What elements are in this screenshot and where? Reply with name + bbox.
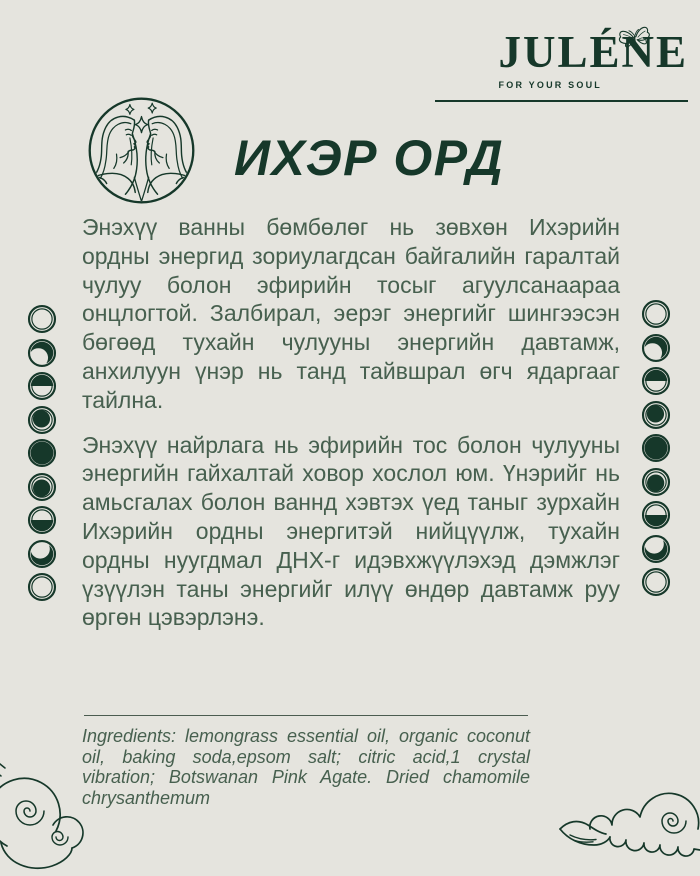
- description-text: [82, 213, 620, 632]
- new-moon-icon: [640, 566, 672, 598]
- ingredients-divider: [84, 715, 528, 716]
- new-moon-icon: [26, 303, 58, 335]
- waning-gibbous-icon: [26, 471, 58, 503]
- gemini-twins-icon: [79, 88, 204, 213]
- first-quarter-icon: [26, 370, 58, 402]
- new-moon-icon: [640, 298, 672, 330]
- waxing-gibbous-icon: [26, 404, 58, 436]
- waning-crescent-icon: [26, 538, 58, 570]
- new-moon-icon: [26, 571, 58, 603]
- last-quarter-icon: [640, 499, 672, 531]
- waning-crescent-icon: [640, 533, 672, 565]
- waxing-crescent-icon: [640, 332, 672, 364]
- waning-gibbous-icon: [640, 466, 672, 498]
- cloud-ornament-icon: [556, 777, 700, 876]
- full-moon-icon: [26, 437, 58, 469]
- description-paragraph-2: Энэхүү найрлага нь эфирийн тос болон чулууны энергийн гайхалтай ховор хослол юм. Үнэрийг нь амьсгалах болон ваннд хэвтэх үед таныг зурхайн Ихэрийн ордны энергитэй нийцүүлж, тухайн ордны нуугдмал ДНХ-г идэвхжүүлэхэд дэмжлэг үзүүлэн таны энергийг илүү өндөр давтамж руу өргөн цэвэрлэнэ.: [82, 431, 620, 631]
- logo-divider: [435, 100, 688, 102]
- moon-phase-column-left: [26, 303, 58, 603]
- page-title: ИХЭР ОРД: [234, 130, 505, 186]
- description-paragraph-1: Энэхүү ванны бөмбөлөг нь зөвхөн Ихэрийн ордны энергид зориулагдсан байгалийн гаралтай чулуу болон эфирийн тосыг агуулсанаараа онцлогтой. Залбирал, эерэг энергийг шингээсэн бөгөөд тухайн чулууны энергийн давтамж, анхилуун үнэр нь танд тайвшрал өгч ядаргааг тайлна.: [82, 214, 620, 413]
- full-moon-icon: [640, 432, 672, 464]
- last-quarter-icon: [26, 504, 58, 536]
- brand-tagline: FOR YOUR SOUL: [498, 79, 602, 90]
- moon-phase-column-right: [640, 298, 672, 598]
- waxing-gibbous-icon: [640, 399, 672, 431]
- cloud-ornament-icon: [0, 751, 140, 876]
- ingredients-text: Ingredients: lemongrass essential oil, organic coconut oil, baking soda,epsom salt; citric acid,1 crystal vibration; Botswanan Pink Agate. Dried chamomile chrysanthemum: [82, 726, 530, 808]
- brand-name: JULÉNE: [498, 27, 688, 77]
- first-quarter-icon: [640, 365, 672, 397]
- waxing-crescent-icon: [26, 337, 58, 369]
- butterfly-icon: [615, 22, 655, 56]
